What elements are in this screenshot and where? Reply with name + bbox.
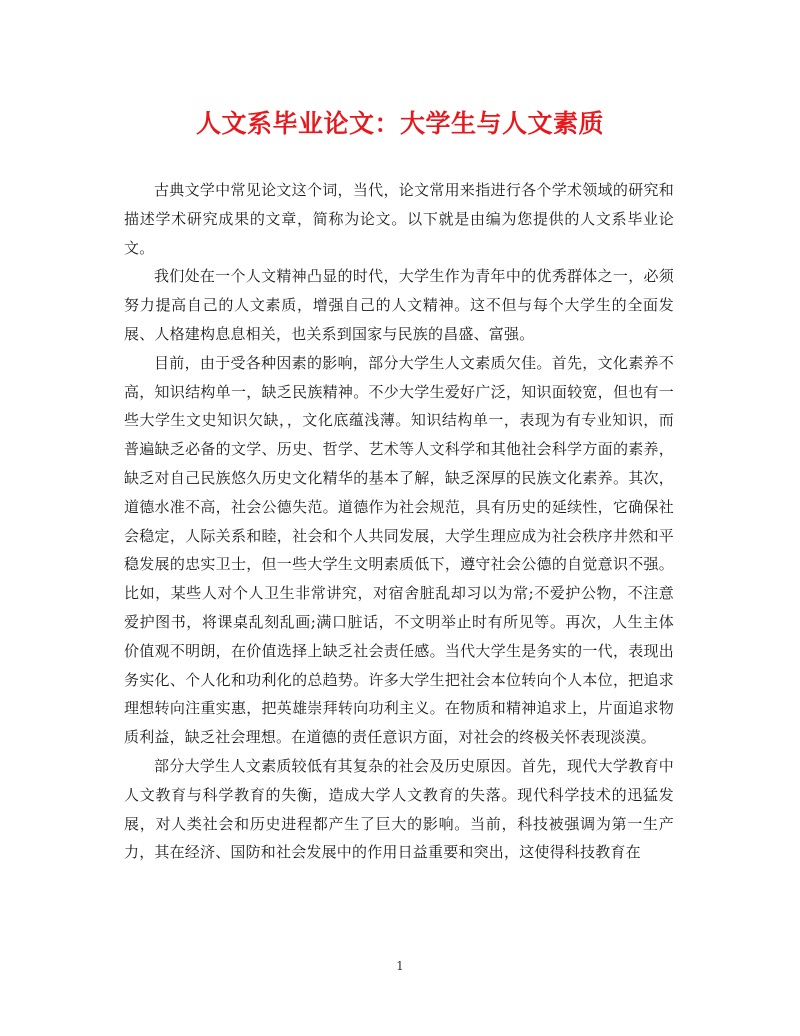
document-body [124, 176, 674, 867]
paragraph-causes: 部分大学生人文素质较低有其复杂的社会及历史原因。首先，现代大学教育中人文教育与科学教育的失衡，造成大学人文教育的失落。现代科学技术的迅猛发展，对人类社会和历史进程都产生了巨大的影响。当前，科技被强调为第一生产力，其在经济、国防和社会发展中的作用日益重要和突出，这使得科技教育在 [124, 756, 674, 862]
paragraph-intro: 古典文学中常见论文这个词，当代，论文常用来指进行各个学术领域的研究和描述学术研究成果的文章，简称为论文。以下就是由编为您提供的人文系毕业论文。 [124, 181, 674, 257]
paragraph-current-issues: 目前，由于受各种因素的影响，部分大学生人文素质欠佳。首先，文化素养不高，知识结构单一，缺乏民族精神。不少大学生爱好广泛，知识面较宽，但也有一些大学生文史知识欠缺，，文化底蕴浅薄。知识结构单一，表现为有专业知识，而普遍缺乏必备的文学、历史、哲学、艺术等人文科学和其他社会科学方面的素养，缺乏对自己民族悠久历史文化精华的基本了解，缺乏深厚的民族文化素养。其次，道德水准不高，社会公德失范。道德作为社会规范，具有历史的延续性，它确保社会稳定，人际关系和睦，社会和个人共同发展，大学生理应成为社会秩序井然和平稳发展的忠实卫士，但一些大学生文明素质低下，遵守社会公德的自觉意识不强。比如，某些人对个人卫生非常讲究，对宿舍脏乱却习以为常;不爱护公物，不注意爱护图书，将课桌乱刻乱画;满口脏话，不文明举止时有所见等。再次，人生主体价值观不明朗，在价值选择上缺乏社会责任感。当代大学生是务实的一代，表现出务实化、个人化和功利化的总趋势。许多大学生把社会本位转向个人本位，把追求理想转向注重实惠，把英雄崇拜转向功利主义。在物质和精神追求上，片面追求物质利益，缺乏社会理想。在道德的责任意识方面，对社会的终极关怀表现淡漠。 [124, 353, 674, 747]
page-number: 1 [396, 959, 404, 973]
paragraph-humanistic-era: 我们处在一个人文精神凸显的时代，大学生作为青年中的优秀群体之一，必须努力提高自己的人文素质，增强自己的人文精神。这不但与每个大学生的全面发展、人格建构息息相关，也关系到国家与民族的昌盛、富强。 [124, 267, 674, 343]
document-title: 人文系毕业论文：大学生与人文素质 [195, 109, 604, 138]
